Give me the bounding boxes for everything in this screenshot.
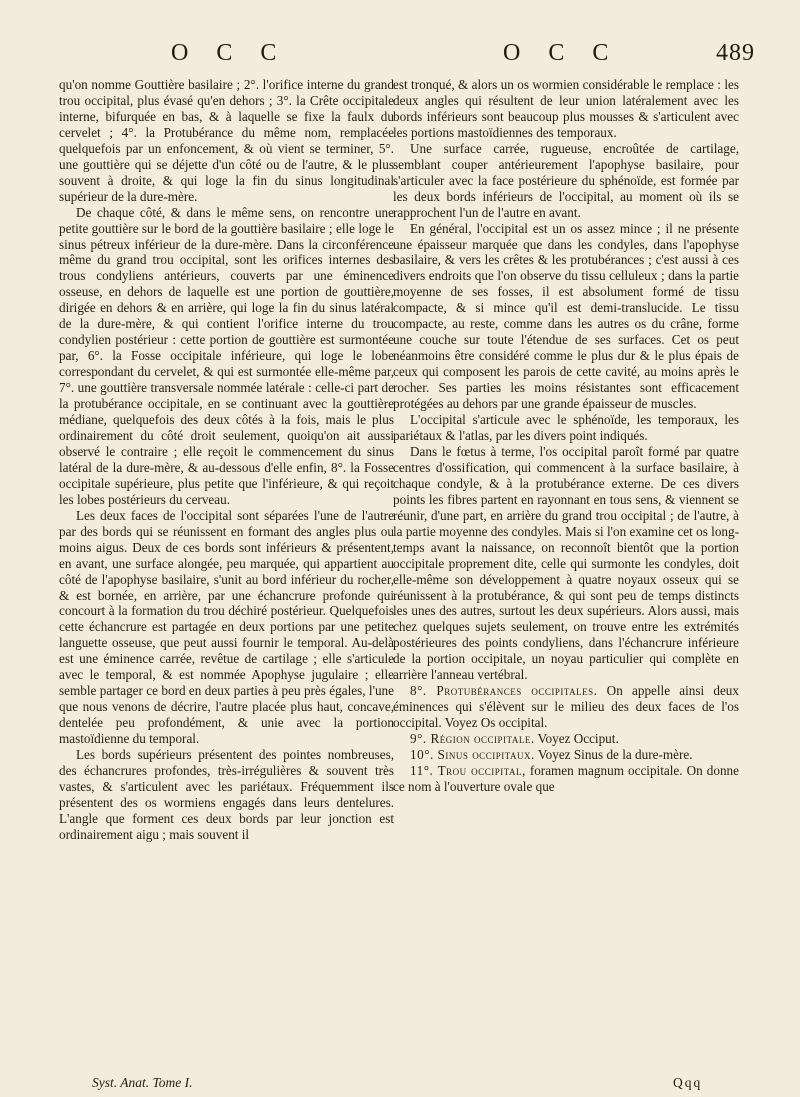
dictionary-entry (393, 747, 739, 763)
paragraph: Les deux faces de l'occipital sont séparées l'une de l'autre par des bords qui se réunissent en formant des angles plus ou moins aigus. Deux de ces bords sont inférieurs & présentent, en avant, une surface alongée, peu marquée, qui appartient au côté de l'apophyse basilaire, s'unit au bord inférieur du rocher, & est bornée, en arrière, par une échancrure profonde qui concourt à la formation du trou déchiré postérieur. Quelquefois cette échancrure est partagée en deux portions par une petite languette osseuse, que peut aussi fournir le temporal. Au-delà est une éminence carrée, revêtue de cartilage ; elle s'articule avec le temporal, & est nommée Apophyse jugulaire ; elle semble partager ce bord en deux parties à peu près égales, l'une que nous venons de décrire, l'autre placée plus haut, concave, dentelée peu profondément, & unie avec la portion mastoïdienne du temporal. (59, 507, 394, 747)
entry-heading: 11°. Trou occipital, (410, 762, 526, 778)
paragraph: L'occipital s'articule avec le sphénoïde, les temporaux, les pariétaux & l'atlas, par les divers point indiqués. (393, 412, 739, 443)
paragraph: De chaque côté, & dans le même sens, on rencontre une petite gouttière sur le bord de la gouttière basilaire ; elle loge le sinus pétreux inférieur de la dure-mère. Dans la circonférence même du grand trou occipital, sont les orifices internes des trous condyliens antérieurs, couverts par une éminence osseuse, en dehors de laquelle est une portion de gouttière, dirigée en dehors & en arrière, qui loge la fin du sinus latéral de la dure-mère, & qui contient l'orifice interne du trou condylien postérieur : cette portion de gouttière est surmontée par, 6°. la Fosse occipitale inférieure, qui loge le lobe correspondant du cervelet, & qui est surmontée elle-même par, 7°. une gouttière transversale nommée latérale : celle-ci part de la protubérance occipitale, en se continuant avec la gouttière médiane, quelquefois des deux côtés à la fois, mais le plus ordinairement du côté droit seulement, quoiqu'on ait aussi observé le contraire ; elle reçoit le commencement du sinus latéral de la dure-mère, & au-dessous d'elle enfin, 8°. la Fosse occipitale supérieure, plus petite que l'inférieure, & qui reçoit les lobes postérieurs du cerveau. (59, 204, 394, 507)
entry-heading: 8°. Protubérances occipitales. (410, 683, 598, 699)
left-column (59, 77, 394, 843)
paragraph: qu'on nomme Gouttière basilaire ; 2°. l'orifice interne du grand trou occipital, plus évasé qu'en dehors ; 3°. la Crête occipitale interne, bifurquée en bas, & à laquelle se fixe la faulx du cervelet ; 4°. la Protubérance du même nom, remplacée quelquefois par un enfoncement, & où vient se terminer, 5°. une gouttière qui se déjette d'un côté ou de l'autre, & le plus souvent à droite, & qui loge la fin du sinus longitudinal supérieur de la dure-mère. (59, 77, 394, 204)
entry-text: foramen magnum occipitale. On donne ce nom à l'ouverture ovale que (393, 762, 739, 794)
paragraph: Dans le fœtus à terme, l'os occipital paroît formé par quatre centres d'ossification, qui commencent à la surface basilaire, à chaque condyle, & à la protubérance externe. De ces divers points les fibres partent en rayonnant en tous sens, & viennent se réunir, d'une part, en arrière du grand trou occipital ; de l'autre, à la partie moyenne des condyles. Mais si l'on examine cet os long-temps avant la naissance, on reconnoît bientôt que la portion occipitale proprement dite, celle qui surmonte les condyles, doit elle-même son développement à quatre noyaux osseux qui se réunissent à la protubérance, & qui sont peu de temps distincts les unes des autres, surtout les deux supérieurs. Alors aussi, mais chez quelques sujets seulement, on trouve entre les extrémités postérieures des points condyliens, dans l'échancrure inférieure de la portion occipitale, un noyau particulier qui complète en arrière l'anneau vertébral. (393, 443, 739, 683)
entry-text: On appelle ainsi deux éminences qui s'élèvent sur le milieu des deux faces de l'os occipital. Voyez Os occipital. (393, 683, 739, 731)
paragraph: Les bords supérieurs présentent des pointes nombreuses, des échancrures profondes, très-irrégulières & souvent très vastes, & s'articulent avec les pariétaux. Fréquemment ils présentent des os wormiens engagés dans leurs dentelures. L'angle que forment ces deux bords par leur jonction est ordinairement aigu ; mais souvent il (59, 747, 394, 842)
entry-heading: 10°. Sinus occipitaux. (410, 747, 535, 763)
paragraph: est tronqué, & alors un os wormien considérable le remplace : les deux angles qui résultent de leur union latéralement avec les bords inférieurs sont beaucoup plus mousses & s'articulent avec les portions mastoïdiennes des temporaux. (393, 77, 739, 140)
paragraph: En général, l'occipital est un os assez mince ; il ne présente une épaisseur marquée que dans les condyles, dans l'apophyse basilaire, & vers les crêtes & les protubérances ; c'est aussi à ces divers endroits que l'on observe du tissu celluleux ; dans la partie moyenne de ses fosses, il est absolument formé de tissu compacte, & si mince qu'il est demi-translucide. Le tissu compacte, au reste, comme dans les autres os du crâne, forme une couche sur toute l'étendue de ses surfaces. Cet os peut néanmoins être considéré comme le plus dur & le plus épais de ceux qui composent les parois de cette cavité, au moins après le rocher. Ses parties les moins résistantes sont efficacement protégées au dehors par une grande épaisseur de muscles. (393, 220, 739, 412)
dictionary-entry (393, 763, 739, 795)
entry-text: Voyez Sinus de la dure-mère. (534, 747, 693, 763)
right-column (393, 77, 739, 795)
dictionary-entry (393, 731, 739, 747)
entry-text: Voyez Occiput. (534, 731, 619, 747)
dictionary-entry (393, 683, 739, 731)
running-head-left: O C C (171, 40, 288, 66)
entry-heading: 9°. Région occipitale. (410, 731, 535, 747)
footer-signature-mark: Qqq (673, 1075, 703, 1090)
paragraph: Une surface carrée, rugueuse, encroûtée de cartilage, semblant couper antérieurement l'apophyse basilaire, pour s'articuler avec la face postérieure du sphénoïde, est formée par les deux bords inférieurs de l'occipital, au moment où ils se rapprochent l'un de l'autre en avant. (393, 140, 739, 220)
page-number: 489 (716, 40, 755, 66)
footer-signature-left: Syst. Anat. Tome I. (92, 1075, 193, 1090)
running-head-right: O C C (503, 40, 620, 66)
